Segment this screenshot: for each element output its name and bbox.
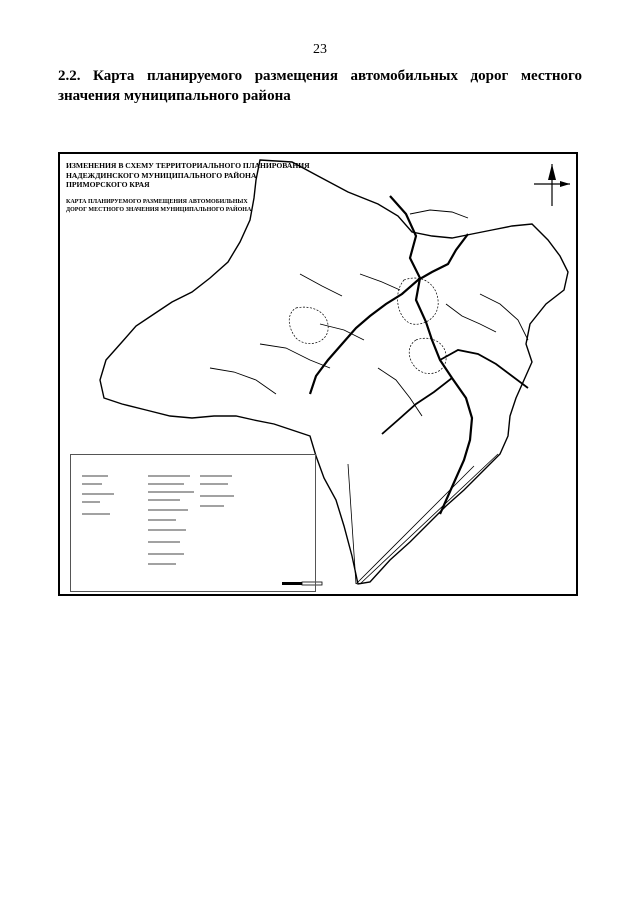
south-wedge-lines	[348, 454, 498, 584]
main-road	[382, 350, 528, 434]
map-subtitle: КАРТА ПЛАНИРУЕМОГО РАЗМЕЩЕНИЯ АВТОМОБИЛЬНЫХ ДОРОГ МЕСТНОГО ЗНАЧЕНИЯ МУНИЦИПАЛЬНОГО РАЙОНА	[66, 199, 252, 213]
settlement-boundary	[289, 278, 446, 374]
map-title: ИЗМЕНЕНИЯ В СХЕМУ ТЕРРИТОРИАЛЬНОГО ПЛАНИРОВАНИЯ НАДЕЖДИНСКОГО МУНИЦИПАЛЬНОГО РАЙОНА ПРИМОРСКОГО КРАЯ	[66, 161, 310, 189]
map-legend	[70, 454, 316, 592]
north-arrow-icon	[534, 164, 570, 206]
page-number: 23	[313, 42, 327, 57]
map-figure	[58, 152, 578, 596]
secondary-road	[210, 210, 528, 416]
main-road	[310, 234, 468, 394]
section-heading: 2.2. Карта планируемого размещения автомобильных дорог местного значения муниципального района	[58, 68, 582, 104]
